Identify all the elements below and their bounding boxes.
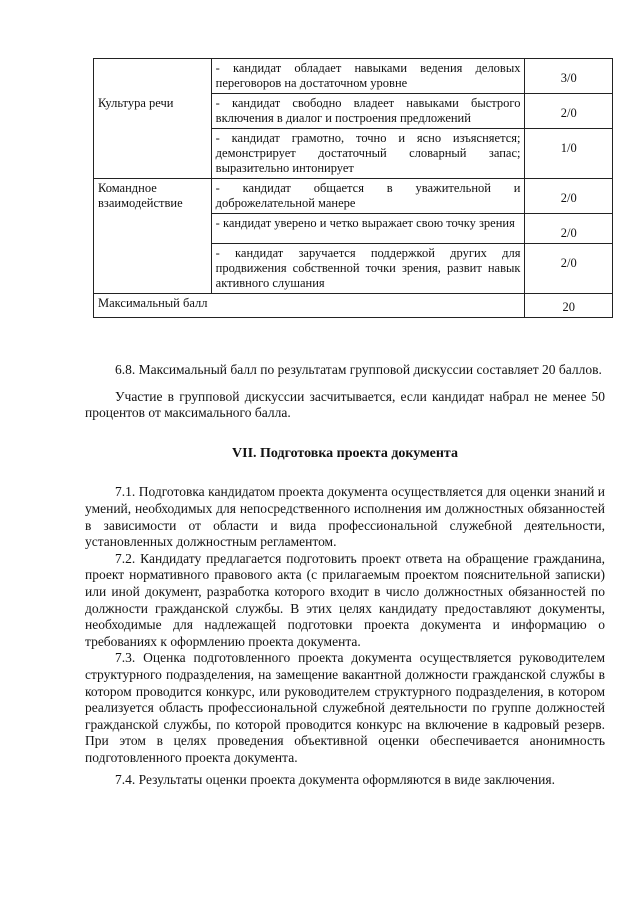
- criterion-cell: [94, 59, 212, 94]
- score-cell: 2/0: [525, 214, 613, 244]
- score-cell: 2/0: [525, 244, 613, 294]
- score-cell: 1/0: [525, 129, 613, 179]
- paragraph-participation: Участие в групповой дискуссии засчитывается, если кандидат набрал не менее 50 процентов от максимального балла.: [85, 388, 605, 421]
- criterion-cell: Культура речи: [94, 94, 212, 129]
- paragraph-7-4: 7.4. Результаты оценки проекта документа оформляются в виде заключения.: [115, 772, 555, 788]
- section-title: VII. Подготовка проекта документа: [232, 445, 458, 461]
- paragraph-7-2: 7.2. Кандидату предлагается подготовить проект ответа на обращение гражданина, проект нормативного правового акта (с прилагаемым проектом пояснительной записки) или иной документ, разработка которого входит в число должностных обязанностей по должности гражданской службы. В этих целях кандидату предоставляют документы, необходимые для надлежащей подготовки проекта документа и информацию о требованиях к оформлению проекта документа.: [85, 550, 605, 649]
- description-cell: - кандидат грамотно, точно и ясно изъясняется; демонстрирует достаточный словарный запас; выразительно интонирует: [211, 129, 525, 179]
- table-row: [94, 244, 613, 294]
- total-value: 20: [525, 294, 613, 318]
- criterion-cell: [94, 214, 212, 244]
- description-cell: - кандидат обладает навыками ведения деловых переговоров на достаточном уровне: [211, 59, 525, 94]
- total-row: [94, 294, 613, 318]
- body-text: [85, 362, 605, 789]
- description-cell: - кандидат свободно владеет навыками быстрого включения в диалог и построения предложений: [211, 94, 525, 129]
- score-cell: 2/0: [525, 179, 613, 214]
- paragraph-6-8: 6.8. Максимальный балл по результатам групповой дискуссии составляет 20 баллов.: [115, 362, 602, 377]
- table-row: [94, 59, 613, 94]
- table-row: [94, 214, 613, 244]
- criteria-table: [93, 58, 613, 318]
- description-cell: - кандидат заручается поддержкой других для продвижения собственной точки зрения, развит навык активного слушания: [211, 244, 525, 294]
- score-cell: 3/0: [525, 59, 613, 94]
- criterion-cell: Командное взаимодействие: [94, 179, 212, 214]
- table-row: [94, 94, 613, 129]
- score-cell: 2/0: [525, 94, 613, 129]
- criterion-cell: [94, 244, 212, 294]
- paragraph-7-1: 7.1. Подготовка кандидатом проекта документа осуществляется для оценки знаний и умений, необходимых для непосредственного исполнения им должностных обязанностей в зависимости от области и вида профессиональной служебной деятельности, установленных должностным регламентом.: [85, 484, 605, 550]
- description-cell: - кандидат уверено и четко выражает свою точку зрения: [211, 214, 525, 244]
- description-cell: - кандидат общается в уважительной и доброжелательной манере: [211, 179, 525, 214]
- paragraph-7-3: 7.3. Оценка подготовленного проекта документа осуществляется руководителем структурного подразделения, на замещение вакантной должности гражданской службы в котором проводится конкурс, или руководителем структурного подразделения, в котором реализуется область профессиональной служебной деятельности по группе должностей гражданской службы, по которой проводится конкурс на включение в кадровый резерв. При этом в целях проведения объективной оценки обеспечивается анонимность подготовленного проекта документа.: [85, 650, 605, 765]
- table-row: [94, 179, 613, 214]
- total-label: Максимальный балл: [94, 294, 525, 318]
- table-row: [94, 129, 613, 179]
- criterion-cell: [94, 129, 212, 179]
